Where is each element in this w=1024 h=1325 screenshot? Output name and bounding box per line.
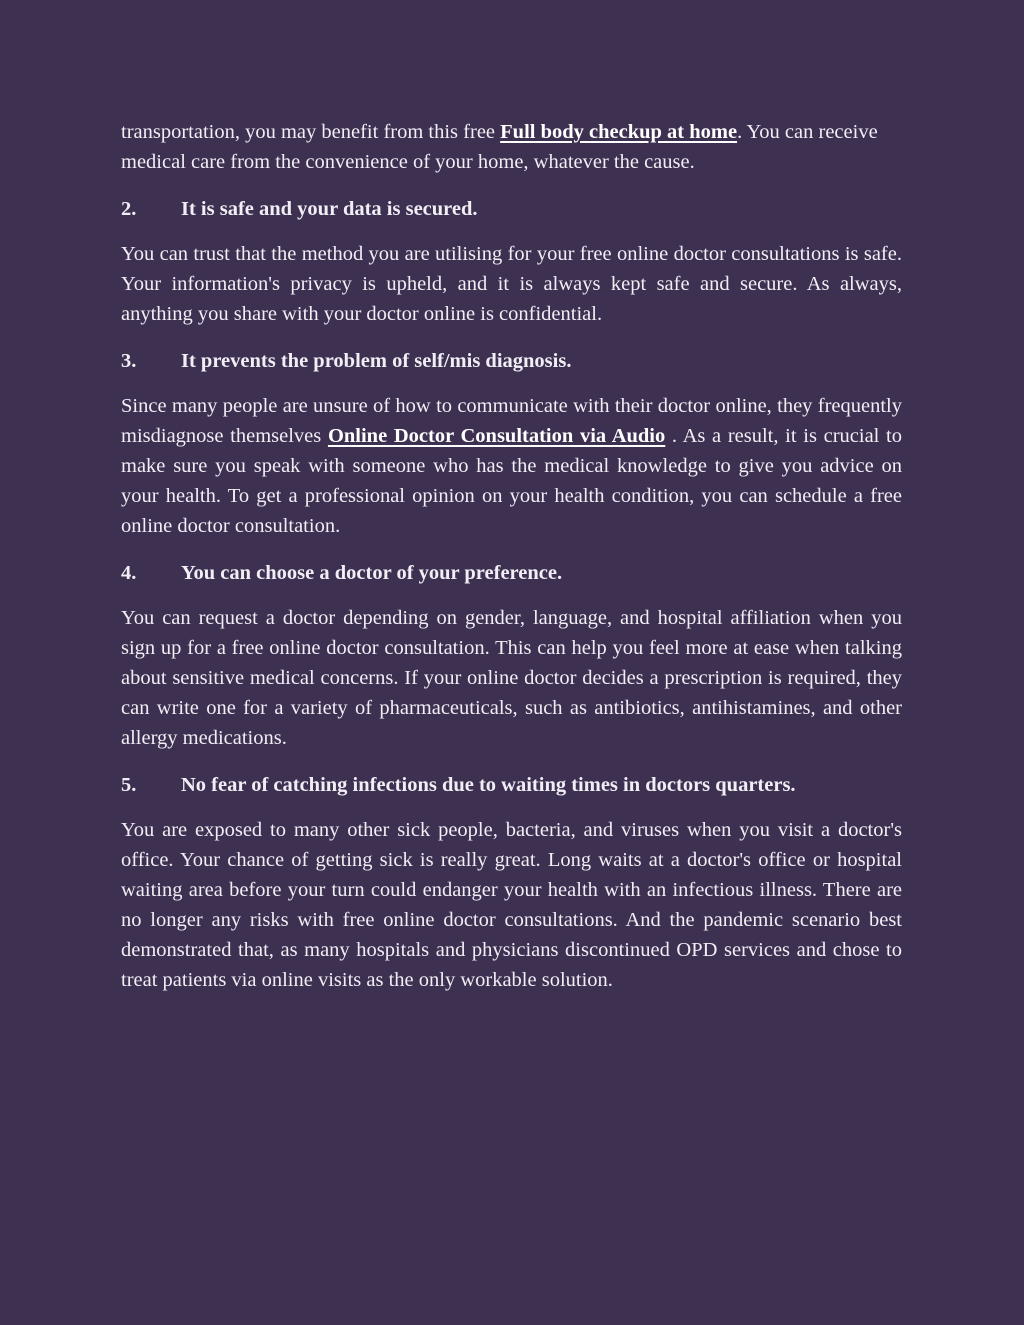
section-3-text-after: . As a result, it is crucial to make sure you speak with someone who has the medical knowledge to give you advice on your health. To get a professional opinion on your health condition, you can schedule a free online doctor consultation.: [121, 425, 902, 537]
section-3-text-before: Since many people are unsure of how to communicate with their doctor online, they frequently misdiagnose themselves: [121, 395, 902, 447]
section-2-heading: [121, 194, 902, 224]
section-5-heading: [121, 770, 902, 800]
online-doctor-consultation-audio-link[interactable]: Online Doctor Consultation via Audio: [327, 425, 666, 447]
section-2-body: You can trust that the method you are utilising for your free online doctor consultations is safe. Your information's privacy is upheld, and it is always kept safe and secure. As always, anything you share with your doctor online is confidential.: [121, 243, 902, 325]
section-3-title: It prevents the problem of self/mis diagnosis.: [181, 350, 572, 372]
section-5-number: 5.: [121, 774, 137, 796]
section-4-body: You can request a doctor depending on gender, language, and hospital affiliation when you sign up for a free online doctor consultation. This can help you feel more at ease when talking about sensitive medical concerns. If your online doctor decides a prescription is required, they can write one for a variety of pharmaceuticals, such as antibiotics, antihistamines, and other allergy medications.: [121, 607, 902, 749]
intro-text-after: . You can receive medical care from the convenience of your home, whatever the cause.: [121, 121, 878, 173]
full-body-checkup-link[interactable]: Full body checkup at home: [500, 121, 738, 143]
section-2-number: 2.: [121, 198, 137, 220]
section-3-number: 3.: [121, 350, 137, 372]
section-3-body: [121, 391, 902, 541]
section-2-title: It is safe and your data is secured.: [181, 198, 478, 220]
document-page: [121, 117, 902, 1012]
section-3-heading: [121, 346, 902, 376]
intro-text-before: transportation, you may benefit from this free: [121, 121, 501, 143]
section-4-number: 4.: [121, 562, 137, 584]
intro-paragraph: [121, 117, 902, 177]
section-5-body: You are exposed to many other sick people, bacteria, and viruses when you visit a doctor's office. Your chance of getting sick is really great. Long waits at a doctor's office or hospital waiting area before your turn could endanger your health with an infectious illness. There are no longer any risks with free online doctor consultations. And the pandemic scenario best demonstrated that, as many hospitals and physicians discontinued OPD services and chose to treat patients via online visits as the only workable solution.: [121, 819, 902, 991]
section-4-heading: [121, 558, 902, 588]
section-5-title: No fear of catching infections due to waiting times in doctors quarters.: [181, 774, 796, 796]
section-4-title: You can choose a doctor of your preference.: [181, 562, 563, 584]
